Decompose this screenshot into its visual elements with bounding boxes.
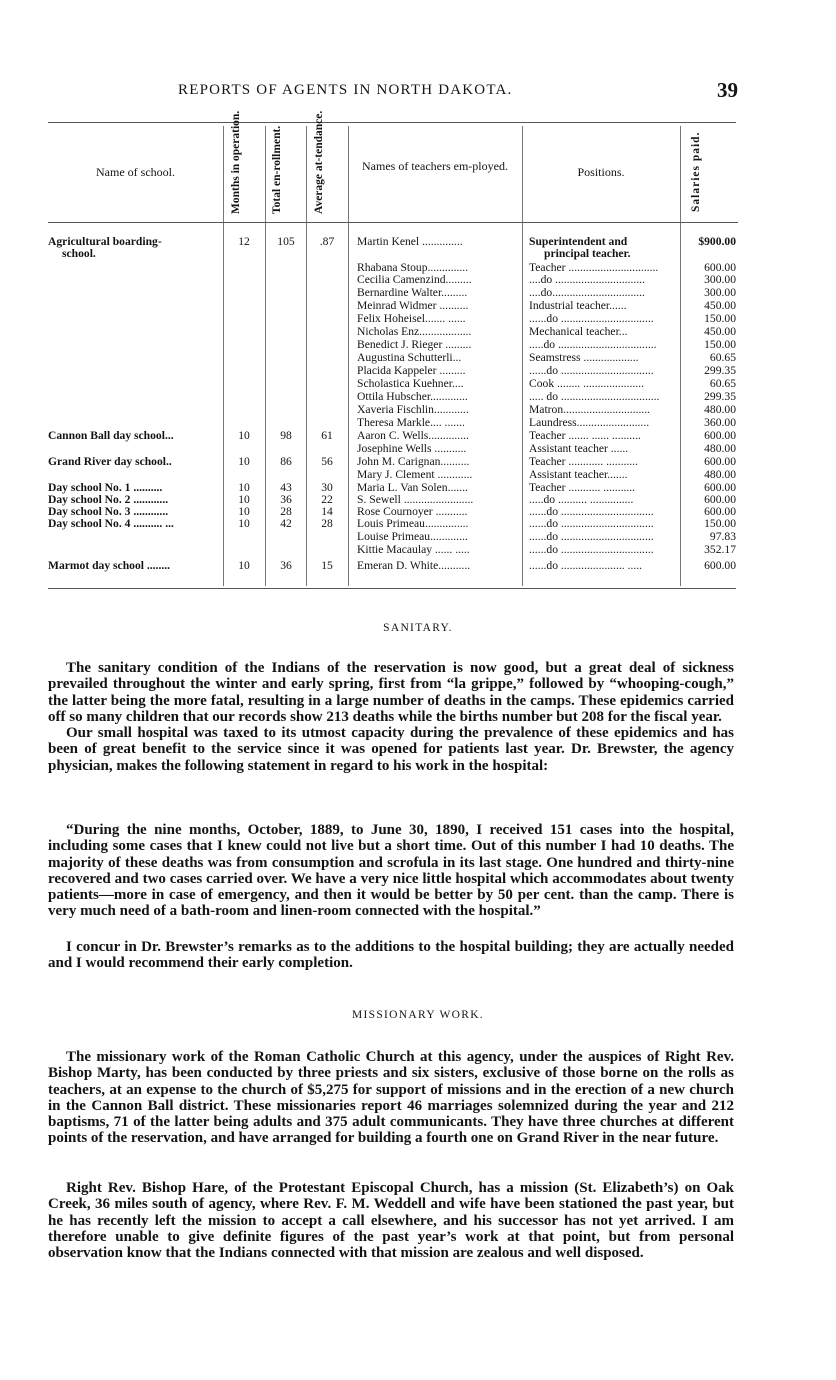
position-title: ....do ...............................	[529, 273, 645, 286]
header-name-of-school: Name of school.	[96, 165, 175, 179]
attendance-value: 22	[321, 493, 333, 506]
salary-value: 450.00	[704, 325, 736, 338]
teacher-name: Martin Kenel ..............	[357, 235, 463, 248]
school-name: Day school No. 1 ..........	[48, 481, 163, 494]
salary-value: 450.00	[704, 299, 736, 312]
sanitary-paragraph-2: Our small hospital was taxed to its utmost capacity during the prevalence of these epidemics and has been of great benefit to the service since it was opened for patients last year. Dr. Brewster, the agency physician, makes the following statement in regard to his work in the hospital:	[48, 725, 734, 774]
salary-value: 299.35	[704, 390, 736, 403]
months-value: 10	[238, 517, 250, 530]
position-title: Teacher ........... ...........	[529, 481, 636, 494]
enrollment-value: 28	[280, 505, 292, 518]
teacher-name: Aaron C. Wells..............	[357, 429, 469, 442]
salary-value: 600.00	[704, 429, 736, 442]
position-title: ......do ................................	[529, 517, 654, 530]
missionary-heading: MISSIONARY WORK.	[352, 1009, 484, 1021]
position-title: ......do ................................	[529, 312, 654, 325]
attendance-value: 28	[321, 517, 333, 530]
teacher-name: Mary J. Clement ............	[357, 468, 473, 481]
column-divider	[348, 126, 349, 586]
header-salaries: Salaries paid.	[690, 131, 702, 212]
running-header	[48, 78, 738, 104]
column-divider	[522, 126, 523, 586]
salary-value: 299.35	[704, 364, 736, 377]
attendance-value: 56	[321, 455, 333, 468]
teacher-name: Augustina Schutterli...	[357, 351, 462, 364]
teacher-name: Xaveria Fischlin............	[357, 403, 469, 416]
position-title: Laundress.........................	[529, 416, 650, 429]
missionary-paragraph-2: Right Rev. Bishop Hare, of the Protestant Episcopal Church, has a mission (St. Elizabeth’s) on Oak Creek, 36 miles south of agency, where Rev. F. M. Weddell and wife have been stationed the past year, but he has recently left the mission to accept a call elsewhere, and his successor has not yet arrived. I am therefore unable to give definite figures of the past year’s work at that point, but from personal observation know that the Indians connected with that mission are zealous and well disposed.	[48, 1180, 734, 1262]
school-name-cont: school.	[62, 247, 96, 260]
months-value: 10	[238, 455, 250, 468]
attendance-value: 14	[321, 505, 333, 518]
header-months: Months in operation.	[230, 110, 242, 214]
running-title: REPORTS OF AGENTS IN NORTH DAKOTA.	[178, 82, 513, 98]
teacher-name: Maria L. Van Solen.......	[357, 481, 468, 494]
teacher-name: Theresa Markle.... .......	[357, 416, 465, 429]
header-teachers: Names of teachers em-ployed.	[362, 159, 508, 173]
months-value: 10	[238, 429, 250, 442]
enrollment-value: 86	[280, 455, 292, 468]
position-title: Mechanical teacher...	[529, 325, 628, 338]
header-positions: Positions.	[577, 165, 625, 179]
months-value: 10	[238, 493, 250, 506]
enrollment-value: 36	[280, 559, 292, 572]
position-title: ......do ................................	[529, 530, 654, 543]
months-value: 10	[238, 505, 250, 518]
teacher-name: Kittie Macaulay ...... .....	[357, 543, 470, 556]
teacher-name: Placida Kappeler .........	[357, 364, 466, 377]
position-title: ..... do ..................................	[529, 390, 660, 403]
teacher-name: Cecilia Camenzind.........	[357, 273, 472, 286]
salary-value: 600.00	[704, 455, 736, 468]
enrollment-value: 42	[280, 517, 292, 530]
column-divider	[680, 126, 681, 586]
teacher-name: Josephine Wells ...........	[357, 442, 467, 455]
position-title: Teacher ............ ...........	[529, 455, 638, 468]
teacher-name: S. Sewell ........................	[357, 493, 474, 506]
page-number: 39	[717, 78, 738, 102]
header-rule	[48, 222, 738, 223]
position-title: ....do................................	[529, 286, 645, 299]
enrollment-value: 36	[280, 493, 292, 506]
salary-value: 97.83	[709, 530, 736, 543]
header-attendance: Average at-tendance.	[313, 110, 325, 214]
enrollment-value: 98	[280, 429, 292, 442]
salary-value: 150.00	[704, 312, 736, 325]
teacher-name: Rose Cournoyer ...........	[357, 505, 468, 518]
salary-value: 60.65	[709, 377, 736, 390]
months-value: 12	[238, 235, 250, 248]
position-title: Superintendent and	[529, 235, 628, 248]
school-name: Cannon Ball day school...	[48, 429, 174, 442]
position-title: ......do ...................... .....	[529, 559, 643, 572]
salary-value: 600.00	[704, 261, 736, 274]
teacher-name: John M. Carignan..........	[357, 455, 470, 468]
salary-value: 150.00	[704, 517, 736, 530]
position-title: Industrial teacher......	[529, 299, 627, 312]
salary-value: $900.00	[698, 235, 736, 248]
school-name: Grand River day school..	[48, 455, 172, 468]
position-title: ......do ................................	[529, 505, 654, 518]
attendance-value: 30	[321, 481, 333, 494]
school-name: Day school No. 2 ............	[48, 493, 169, 506]
salary-value: 600.00	[704, 493, 736, 506]
header-enrollment: Total en-rollment.	[271, 125, 283, 214]
table-top-rule	[48, 122, 736, 123]
attendance-value: 15	[321, 559, 333, 572]
months-value: 10	[238, 559, 250, 572]
enrollment-value: 43	[280, 481, 292, 494]
months-value: 10	[238, 481, 250, 494]
position-title: Seamstress ...................	[529, 351, 639, 364]
position-title: Teacher ....... ...... ..........	[529, 429, 641, 442]
salary-value: 600.00	[704, 559, 736, 572]
position-title: ......do ................................	[529, 364, 654, 377]
position-title: .....do ..................................	[529, 338, 657, 351]
teacher-name: Emeran D. White...........	[357, 559, 471, 572]
salary-value: 480.00	[704, 403, 736, 416]
salary-value: 600.00	[704, 481, 736, 494]
salary-value: 480.00	[704, 468, 736, 481]
teacher-name: Bernardine Walter.........	[357, 286, 468, 299]
salary-value: 360.00	[704, 416, 736, 429]
table-bottom-rule	[48, 588, 736, 589]
teacher-name: Ottila Hubscher.............	[357, 390, 468, 403]
attendance-value: 61	[321, 429, 333, 442]
teacher-name: Louis Primeau...............	[357, 517, 469, 530]
position-title: .....do .......... ...............	[529, 493, 634, 506]
teacher-name: Nicholas Enz..................	[357, 325, 472, 338]
position-title: Teacher ...............................	[529, 261, 659, 274]
sanitary-heading: SANITARY.	[383, 622, 453, 634]
school-name: Day school No. 3 ............	[48, 505, 169, 518]
position-title-cont: principal teacher.	[544, 247, 631, 260]
salary-value: 300.00	[704, 286, 736, 299]
position-title: Matron..............................	[529, 403, 651, 416]
position-title: Cook ........ .....................	[529, 377, 644, 390]
teacher-name: Rhabana Stoup..............	[357, 261, 469, 274]
position-title: Assistant teacher.......	[529, 468, 628, 481]
salary-value: 480.00	[704, 442, 736, 455]
salary-value: 60.65	[709, 351, 736, 364]
teacher-name: Felix Hoheisel....... ......	[357, 312, 466, 325]
missionary-paragraph-1: The missionary work of the Roman Catholic Church at this agency, under the auspices of Right Rev. Bishop Marty, has been conducted by three priests and six sisters, exclusive of those borne on the rolls as teachers, at an expense to the church of $5,275 for support of missions and in the erection of a new church in the Cannon Ball district. These missionaries report 46 marriages solemnized during the year and 212 baptisms, 71 of the latter being adults and 375 adult communicants. They have three churches at different points of the reservation, and have arranged for building a fourth one on Grand River in the near future.	[48, 1049, 734, 1147]
enrollment-value: 105	[277, 235, 295, 248]
school-name: Day school No. 4 .......... ...	[48, 517, 174, 530]
position-title: Assistant teacher ......	[529, 442, 629, 455]
salary-value: 352.17	[704, 543, 736, 556]
teacher-name: Benedict J. Rieger .........	[357, 338, 472, 351]
sanitary-quote: “During the nine months, October, 1889, to June 30, 1890, I received 151 cases into the hospital, including some cases that I knew could not live but a short time. Out of this number I had 10 deaths. The majority of these deaths was from consumption and scrofula in its last stage. One hundred and thirty-nine recovered and two cases carried over. We have a very nice little hospital which accommodates about twenty patients—more in case of emergency, and then it would be better by 50 per cent. than the camp. There is very much need of a bath-room and linen-room connected with the hospital.”	[48, 822, 734, 920]
sanitary-paragraph-4: I concur in Dr. Brewster’s remarks as to the additions to the hospital building; they are actually needed and I would recommend their early completion.	[48, 939, 734, 972]
teacher-name: Louise Primeau.............	[357, 530, 468, 543]
salary-value: 600.00	[704, 505, 736, 518]
teacher-name: Scholastica Kuehner....	[357, 377, 464, 390]
attendance-value: .87	[319, 235, 335, 248]
salary-value: 300.00	[704, 273, 736, 286]
school-name: Agricultural boarding-	[48, 235, 162, 248]
position-title: ......do ................................	[529, 543, 654, 556]
sanitary-paragraph-1: The sanitary condition of the Indians of the reservation is now good, but a great deal of sickness prevailed throughout the winter and early spring, first from “la grippe,” followed by “whooping-cough,” the latter being the more fatal, resulting in a large number of deaths in the camps. These epidemics carried off so many children that our records show 213 deaths while the births number but 208 for the fiscal year.	[48, 660, 734, 725]
teacher-name: Meinrad Widmer ..........	[357, 299, 469, 312]
salary-value: 150.00	[704, 338, 736, 351]
school-name: Marmot day school ........	[48, 559, 171, 572]
